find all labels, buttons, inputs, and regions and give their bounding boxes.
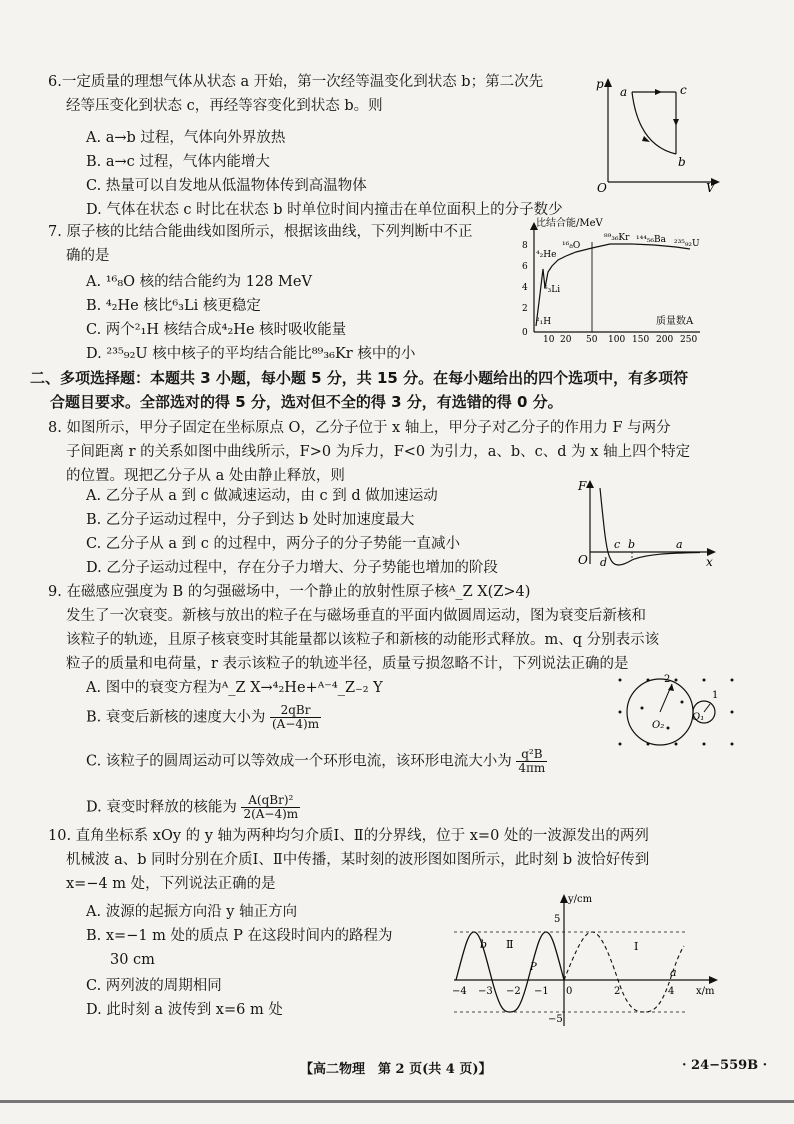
q7-xtick-50: 50 [586,335,598,342]
q7-xtick-20: 20 [560,335,572,342]
q7-stem-line1: 7. 原子核的比结合能曲线如图所示，根据该曲线，下列判断中不正 [48,224,473,240]
q8-stem-line1: 8. 如图所示，甲分子固定在坐标原点 O，乙分子位于 x 轴上，甲分子对乙分子的作用力 F 与两分 [48,420,671,436]
q10-option-a: A. 波源的起振方向沿 y 轴正方向 [86,904,298,920]
q8-c-label: c [614,538,621,551]
q6-option-c: C. 热量可以自发地从低温物体传到高温物体 [86,178,367,194]
q6-option-a: A. a→b 过程，气体向外界放热 [86,130,286,146]
q10-option-b-line1: B. x=−1 m 处的质点 P 在这段时间内的路程为 [86,928,393,944]
section2-line1: 二、多项选择题：本题共 3 小题，每小题 5 分，共 15 分。在每小题给出的四个选项中，有多项符 [30,369,689,387]
footer-code: · 24−559B · [682,1058,768,1073]
q6-c-label: c [680,83,687,97]
q10-option-b-line2: 30 cm [110,952,155,968]
q6-p-label: p [596,77,604,91]
q10-stem-line2: 机械波 a、b 同时分别在介质Ⅰ、Ⅱ中传播，某时刻的波形图如图所示，此时刻 b 波恰好传到 [66,852,650,868]
q8-option-b: B. 乙分子运动过程中，分子到达 b 处时加速度最大 [86,512,415,528]
q6-a-label: a [620,85,628,99]
q8-d-label: d [600,556,608,569]
q9-stem-line1: 9. 在磁感应强度为 B 的匀强磁场中，一个静止的放射性原子核ᴬ_Z X(Z>4) [48,584,531,600]
q9-option-d-fraction [241,794,300,821]
q7-h-label: ²₁H [536,317,552,327]
q6-stem-line1: 6.一定质量的理想气体从状态 a 开始，第一次经等温变化到状态 b；第二次先 [48,74,544,90]
q7-option-a: A. ¹⁶₈O 核的结合能约为 128 MeV [86,274,312,290]
q9-track1-label: 1 [712,690,719,701]
q7-ba-label: ¹⁴⁴₅₆Ba [636,235,667,245]
q7-option-b: B. ⁴₂He 核比⁶₃Li 核更稳定 [86,298,261,314]
q10-yn5-label: −5 [548,1014,563,1025]
q9-o1-label: O₁ [692,712,705,723]
q10-a-wave-label: a [670,966,677,979]
q10-stem-line3: x=−4 m 处，下列说法正确的是 [66,876,276,892]
q9-option-b-fraction [270,704,321,731]
q6-option-b: B. a→c 过程，气体内能增大 [86,154,270,170]
q8-option-a: A. 乙分子从 a 到 c 做减速运动，由 c 到 d 做加速运动 [86,488,438,504]
bottom-scan-line [0,1100,794,1103]
q9-option-b-text: B. 衰变后新核的速度大小为 [86,709,266,726]
q6-pv-diagram [592,74,722,192]
q10-stem-line1: 10. 直角坐标系 xOy 的 y 轴为两种均匀介质Ⅰ、Ⅱ的分界线，位于 x=0 处的一波源发出的两列 [48,828,649,844]
q7-o-label: ¹⁶₈O [562,241,581,251]
q7-ytick-4: 4 [522,283,528,293]
q8-b-label: b [628,538,636,551]
q7-stem-line2: 确的是 [66,248,110,264]
q7-kr-label: ⁸⁹₃₆Kr [604,233,630,243]
q7-xlabel: 质量数A [656,316,694,327]
q9-field-dots [619,679,734,746]
q7-li-label: ⁶₃Li [544,285,561,295]
q10-b-wave-label: b [480,938,488,951]
q7-option-c: C. 两个²₁H 核结合成⁴₂He 核时吸收能量 [86,322,347,338]
q10-medium-1-label: Ⅰ [634,940,639,953]
q10-ylabel: y/cm [568,894,593,905]
q9-option-c [86,748,547,775]
q6-b-label: b [678,155,686,169]
q7-he-label: ⁴₂He [536,250,557,260]
q8-f-label: F [578,479,587,493]
q7-ylabel: 比结合能/MeV [536,218,603,229]
q10-origin-label: 0 [566,986,573,997]
q9-option-d [86,794,300,821]
q10-xtick-n4: −4 [452,986,467,997]
q9-option-b [86,704,321,731]
q7-ytick-2: 2 [522,304,528,314]
q9-c-denominator: 4πm [518,761,546,775]
q7-ytick-6: 6 [522,262,528,272]
q8-option-c: C. 乙分子从 a 到 c 的过程中，两分子的分子势能一直减小 [86,536,460,552]
q8-stem-line2: 子间距离 r 的关系如图中曲线所示，F>0 为斥力，F<0 为引力，a、b、c、d 为 x 轴上四个特定 [66,444,691,460]
q8-force-curve [570,478,720,570]
q7-xtick-250: 250 [680,335,698,342]
section2-line2: 合题目要求。全部选对的得 5 分，选对但不全的得 3 分，有选错的得 0 分。 [50,393,563,411]
q7-xtick-150: 150 [632,335,650,342]
q10-xtick-n1: −1 [534,986,549,997]
q9-stem-line2: 发生了一次衰变。新核与放出的粒子在与磁场垂直的平面内做圆周运动，图为衰变后新核和 [66,608,646,624]
q6-origin-label: O [597,181,607,192]
q7-xtick-100: 100 [608,335,626,342]
q10-option-c: C. 两列波的周期相同 [86,978,222,994]
q8-stem-line3: 的位置。现把乙分子从 a 处由静止释放，则 [66,468,345,484]
q10-xlabel: x/m [696,986,715,997]
q9-o2-label: O₂ [652,720,665,731]
q7-ytick-0: 0 [522,328,528,338]
q9-stem-line4: 粒子的质量和电荷量，r 表示该粒子的轨迹半径，质量亏损忽略不计，下列说法正确的是 [66,656,629,672]
q7-xtick-200: 200 [656,335,674,342]
q9-d-numerator: A(qBr)² [241,794,300,808]
q7-xtick-10: 10 [543,335,555,342]
q6-option-d: D. 气体在状态 c 时比在状态 b 时单位时间内撞击在单位面积上的分子数少 [86,202,563,218]
q7-option-d: D. ²³⁵₉₂U 核中核子的平均结合能比⁸⁹₃₆Kr 核中的小 [86,346,416,362]
q9-stem-line3: 该粒子的轨迹，且原子核衰变时其能量都以该粒子和新核的动能形式释放。m、q 分别表示该 [66,632,660,648]
q10-xtick-2: 2 [614,986,621,997]
q9-option-c-fraction [516,748,547,775]
q6-stem-line2: 经等压变化到状态 c，再经等容变化到状态 b。则 [66,98,383,114]
q8-a-label: a [676,538,683,551]
q8-option-d: D. 乙分子运动过程中，存在分子力增大、分子势能也增加的阶段 [86,560,498,576]
q9-option-c-text: C. 该粒子的圆周运动可以等效成一个环形电流，该环形电流大小为 [86,753,512,770]
q9-b-denominator: (A−4)m [271,717,320,731]
q9-d-denominator: 2(A−4)m [243,807,299,821]
q7-u-label: ²³⁵₉₂U [674,239,700,249]
q10-p-label: P [530,962,537,973]
q7-ytick-8: 8 [522,241,528,251]
q9-b-numerator: 2qBr [270,704,321,718]
q9-option-a: A. 图中的衰变方程为ᴬ_Z X→⁴₂He+ᴬ⁻⁴_Z₋₂ Y [86,680,383,696]
q10-medium-2-label: Ⅱ [506,938,514,951]
footer-page-info: 【高二物理 第 2 页(共 4 页)】 [300,1062,492,1077]
q9-track2-label: 2 [664,674,671,685]
q8-x-label: x [706,555,713,569]
q10-xtick-4: 4 [668,986,675,997]
q9-option-d-text: D. 衰变时释放的核能为 [86,799,237,816]
q8-origin-label: O [578,553,588,567]
q9-c-numerator: q²B [516,748,547,762]
q10-y5-label: 5 [554,914,561,925]
q10-wave-graph [448,890,728,1028]
q10-xtick-n3: −3 [478,986,493,997]
q6-v-label: V [706,181,715,192]
q9-magnetic-field-tracks [612,670,742,754]
q7-binding-energy-chart [514,214,704,342]
q10-xtick-n2: −2 [506,986,521,997]
q10-option-d: D. 此时刻 a 波传到 x=6 m 处 [86,1002,283,1018]
